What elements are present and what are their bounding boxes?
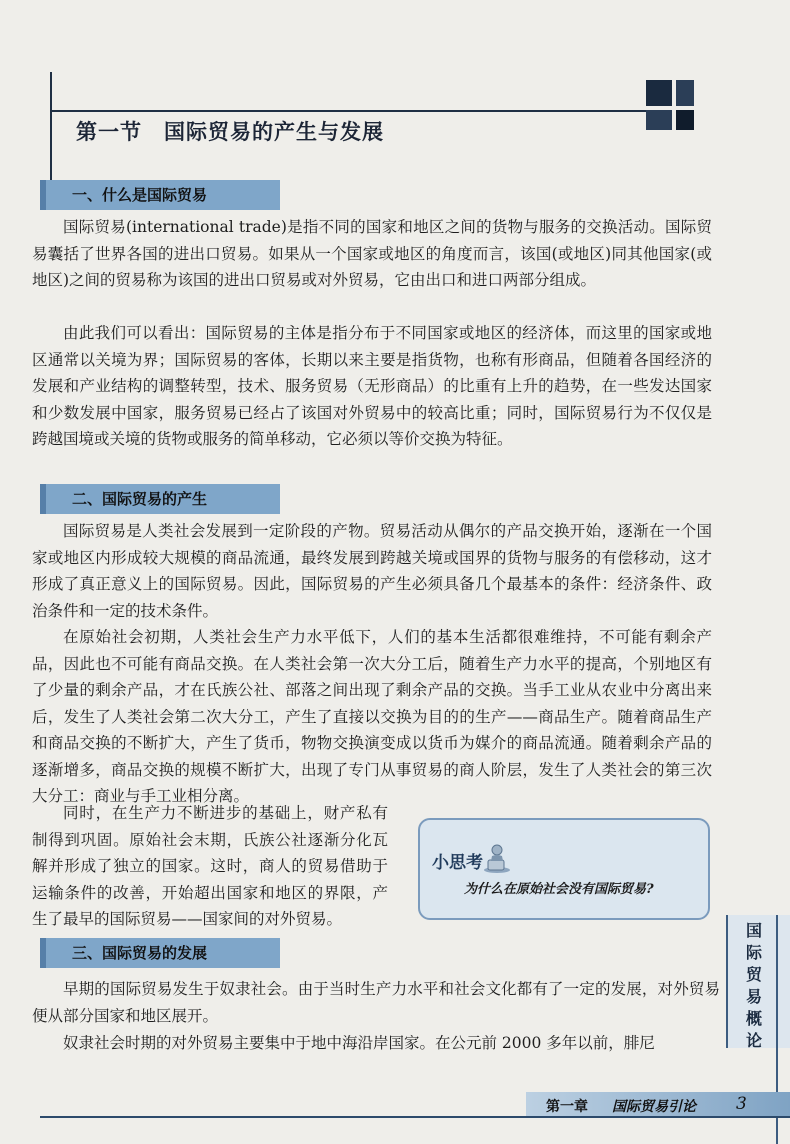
think-box — [418, 818, 710, 920]
header-decor-square — [676, 80, 694, 106]
header-vertical-rule — [50, 72, 52, 180]
think-box-question: 为什么在原始社会没有国际贸易? — [464, 882, 654, 897]
page-number: 3 — [736, 1094, 747, 1114]
thinker-icon — [482, 842, 512, 874]
paragraph: 奴隶社会时期的对外贸易主要集中于地中海沿岸国家。在公元前 2000 多年以前，腓尼 — [63, 1034, 655, 1052]
subheading-origin-of-trade: 二、国际贸易的产生 — [40, 484, 280, 514]
footer-chapter: 第一章 — [546, 1099, 588, 1115]
footer-rule — [40, 1116, 790, 1118]
section-title: 第一节 国际贸易的产生与发展 — [76, 119, 384, 144]
paragraph: 由此我们可以看出：国际贸易的主体是指分布于不同国家或地区的经济体，而这里的国家或地区通常以关境为界；国际贸易的客体，长期以来主要是指货物，也称有形商品，但随着各国经济的发展和产业结构的调整转型，技术、服务贸易（无形商品）的比重有上升的趋势，在一些发达国家和少数发展中国家，服务贸易已经占了该国对外贸易中的较高比重；同时，国际贸易行为不仅仅是跨越国境或关境的货物或服务的简单移动，它必须以等价交换为特征。 — [32, 324, 712, 448]
paragraph: 国际贸易(international trade)是指不同的国家和地区之间的货物与服务的交换活动。国际贸易囊括了世界各国的进出口贸易。如果从一个国家或地区的角度而言，该国(或地区)同其他国家(或地区)之间的贸易称为该国的进出口贸易或对外贸易，它由出口和进口两部分组成。 — [32, 218, 712, 289]
subheading-development-of-trade: 三、国际贸易的发展 — [40, 938, 280, 968]
paragraph: 在原始社会初期，人类社会生产力水平低下，人们的基本生活都很难维持，不可能有剩余产品，因此也不可能有商品交换。在人类社会第一次大分工后，随着生产力水平的提高，个别地区有了少量的剩余产品，才在氏族公社、部落之间出现了剩余产品的交换。当手工业从农业中分离出来后，发生了人类社会第二次大分工，产生了直接以交换为目的的生产——商品生产。随着商品生产和商品交换的不断扩大，产生了货币，物物交换演变成以货币为媒介的商品流通。随着剩余产品的逐渐增多，商品交换的规模不断扩大，出现了专门从事贸易的商人阶层，发生了人类社会的第三次大分工：商业与手工业相分离。 — [32, 628, 712, 805]
footer-chapter-title: 国际贸易引论 — [612, 1099, 696, 1115]
think-box-label: 小思考 — [432, 853, 483, 873]
book-title-vertical: 国际贸易概论 — [745, 921, 762, 1050]
header-horizontal-rule — [50, 110, 662, 112]
header-decor-square — [676, 110, 694, 130]
header-decor-square — [646, 110, 672, 130]
subheading-what-is-trade: 一、什么是国际贸易 — [40, 180, 280, 210]
header-decor-square — [646, 80, 672, 106]
paragraph: 同时，在生产力不断进步的基础上，财产私有制得到巩固。原始社会末期，氏族公社逐渐分化瓦解并形成了独立的国家。这时，商人的贸易借助于运输条件的改善，开始超出国家和地区的界限，产生了最早的国际贸易——国家间的对外贸易。 — [32, 804, 388, 928]
paragraph: 早期的国际贸易发生于奴隶社会。由于当时生产力水平和社会文化都有了一定的发展，对外贸易便从部分国家和地区展开。 — [32, 980, 720, 1025]
paragraph: 国际贸易是人类社会发展到一定阶段的产物。贸易活动从偶尔的产品交换开始，逐渐在一个国家或地区内形成较大规模的商品流通，最终发展到跨越关境或国界的货物与服务的有偿移动，这才形成了真正意义上的国际贸易。因此，国际贸易的产生必须具备几个最基本的条件：经济条件、政治条件和一定的技术条件。 — [32, 522, 712, 620]
